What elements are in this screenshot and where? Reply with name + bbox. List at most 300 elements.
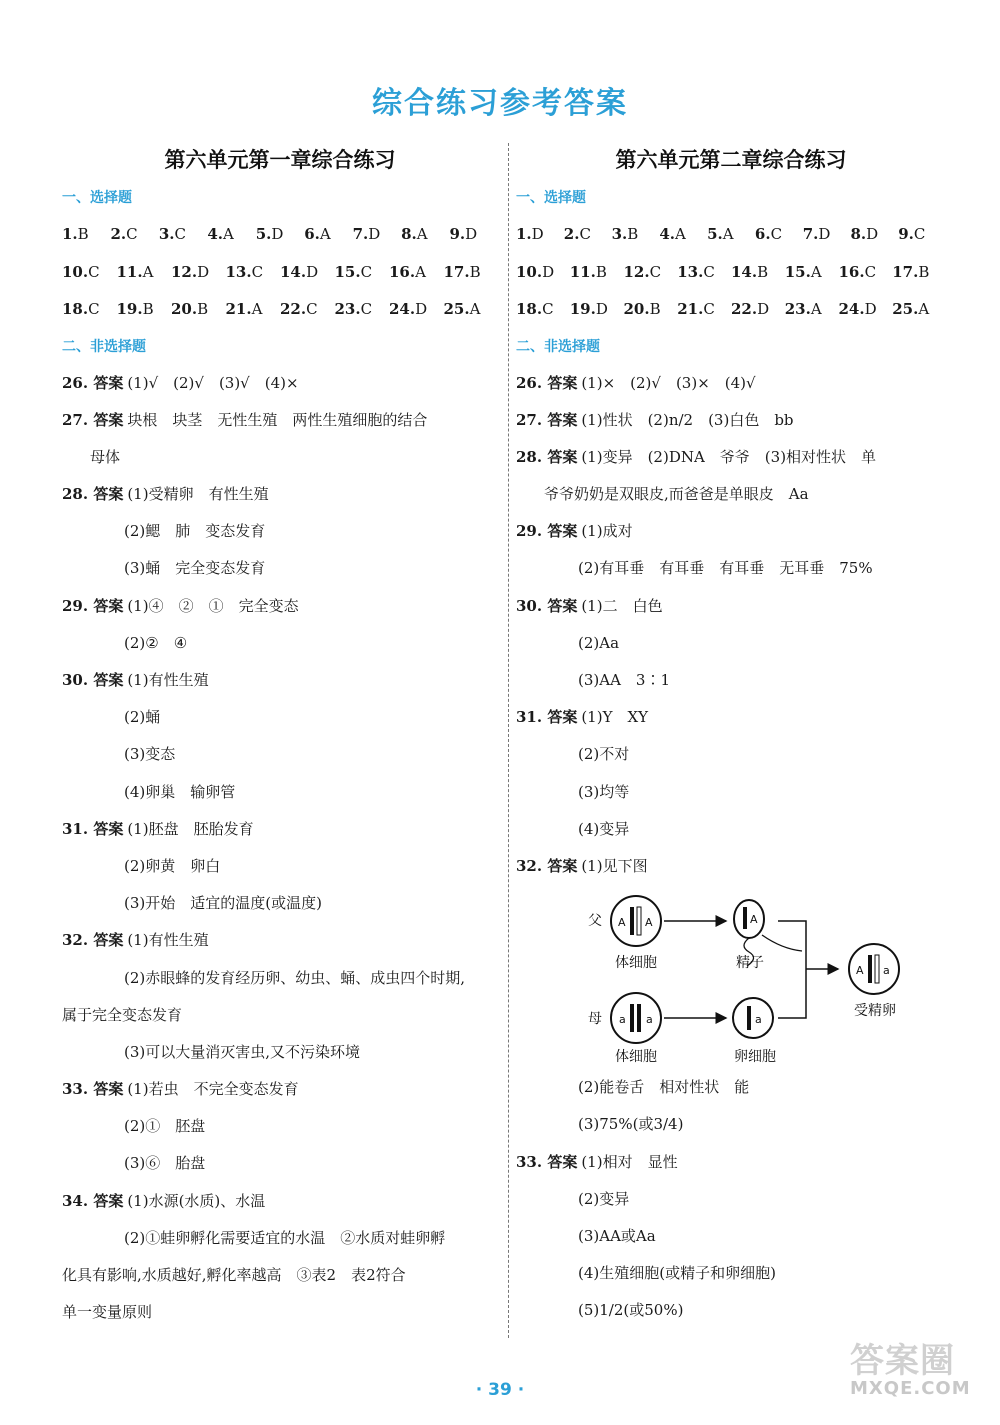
mc-question-number: 4. bbox=[207, 225, 223, 243]
answer-line bbox=[516, 1144, 946, 1181]
left-section-title: 第六单元第一章综合练习 bbox=[164, 148, 396, 172]
answer-text: 爷爷奶奶是双眼皮,而爸爸是单眼皮 Aa bbox=[544, 485, 809, 504]
father-label: 父 bbox=[588, 913, 602, 930]
mc-answer bbox=[707, 216, 755, 254]
mc-answer bbox=[335, 254, 390, 292]
mc-answer bbox=[570, 254, 624, 292]
left-mc-answers bbox=[62, 216, 498, 329]
answer-text: (5)1/2(或50%) bbox=[578, 1301, 684, 1320]
mc-answer bbox=[389, 254, 444, 292]
mc-question-number: 14. bbox=[731, 262, 758, 281]
answer-text: (3)75%(或3/4) bbox=[578, 1115, 684, 1134]
page-title: 综合练习参考答案 bbox=[372, 86, 628, 121]
answer-subline bbox=[62, 1145, 498, 1182]
mc-answer bbox=[612, 216, 660, 254]
father-body-cell bbox=[611, 896, 661, 946]
answer-text: (1)二 白色 bbox=[581, 596, 663, 615]
mc-question-number: 16. bbox=[389, 262, 416, 281]
answer-subline bbox=[62, 439, 498, 476]
mc-question-number: 8. bbox=[401, 225, 417, 243]
mc-answer-letter: B bbox=[77, 225, 89, 243]
mc-question-number: 22. bbox=[280, 300, 307, 318]
mc-question-number: 18. bbox=[62, 300, 89, 318]
answer-subline bbox=[62, 1034, 498, 1071]
mc-question-number: 14. bbox=[280, 262, 307, 281]
right-mc-heading: 一、选择题 bbox=[516, 190, 586, 206]
mc-answer bbox=[785, 254, 839, 292]
answer-line bbox=[62, 588, 498, 625]
answer-text: (2)有耳垂 有耳垂 有耳垂 无耳垂 75% bbox=[578, 559, 873, 578]
mc-answer bbox=[280, 254, 335, 292]
answer-subline bbox=[516, 774, 946, 811]
mc-question-number: 17. bbox=[892, 262, 919, 281]
mc-answer-letter: D bbox=[531, 225, 544, 243]
mc-answer-letter: D bbox=[368, 225, 381, 243]
answer-text: (4)生殖细胞(或精子和卵细胞) bbox=[578, 1264, 776, 1283]
answer-text: (4)卵巢 输卵管 bbox=[124, 782, 236, 801]
mc-question-number: 1. bbox=[516, 225, 532, 243]
mc-answer-letter: B bbox=[649, 300, 661, 318]
mc-answer-letter: C bbox=[174, 225, 187, 243]
mc-answer bbox=[389, 291, 444, 329]
mc-answer bbox=[171, 291, 226, 329]
answer-text: (4)变异 bbox=[578, 819, 630, 838]
mother-body-cell bbox=[611, 993, 661, 1043]
sperm-label: 精子 bbox=[736, 955, 764, 972]
mc-answer-letter: A bbox=[319, 225, 331, 243]
mc-answer bbox=[803, 216, 851, 254]
watermark-url: MXQE.COM bbox=[850, 1378, 971, 1399]
watermark-text: 答案圈 bbox=[850, 1341, 955, 1381]
gene-label: a bbox=[619, 1013, 626, 1027]
mother-label: 母 bbox=[588, 1011, 602, 1028]
mc-answer-letter: B bbox=[918, 262, 930, 281]
mc-question-number: 25. bbox=[443, 300, 470, 318]
answer-text: (2)能卷舌 相对性状 能 bbox=[578, 1078, 750, 1097]
joining-line bbox=[778, 921, 806, 1018]
question-label: 26. 答案 bbox=[62, 373, 124, 392]
gene-label: a bbox=[755, 1013, 762, 1027]
mc-question-number: 23. bbox=[334, 300, 361, 318]
answer-text: (2)变异 bbox=[578, 1189, 630, 1208]
mc-answer-letter: D bbox=[306, 262, 319, 281]
mc-answer-letter: D bbox=[465, 225, 478, 243]
mc-answer-letter: D bbox=[542, 262, 555, 281]
answer-text: (2)鳃 肺 变态发育 bbox=[124, 522, 266, 541]
mc-row bbox=[62, 291, 498, 329]
mc-answer-letter: C bbox=[88, 300, 100, 318]
mc-answer bbox=[624, 291, 678, 329]
answer-subline bbox=[516, 1255, 946, 1292]
mc-question-number: 21. bbox=[225, 300, 252, 318]
right-mc-answers bbox=[516, 216, 946, 329]
answer-text: (3)蛹 完全变态发育 bbox=[124, 559, 266, 578]
answer-line bbox=[516, 513, 946, 550]
mc-answer bbox=[892, 291, 946, 329]
gene-label: a bbox=[883, 964, 890, 978]
page-number: · 39 · bbox=[475, 1380, 525, 1400]
mc-question-number: 8. bbox=[850, 225, 867, 243]
mc-answer-letter: C bbox=[542, 300, 554, 318]
answer-subline bbox=[516, 1106, 946, 1143]
answer-text: (1)胚盘 胚胎发育 bbox=[127, 819, 254, 838]
question-label: 32. 答案 bbox=[62, 931, 124, 950]
question-label: 31. 答案 bbox=[62, 819, 124, 838]
mc-question-number: 2. bbox=[110, 225, 127, 243]
mc-question-number: 2. bbox=[563, 225, 580, 243]
mc-answer-letter: A bbox=[918, 300, 930, 318]
mc-answer bbox=[117, 254, 172, 292]
mc-question-number: 15. bbox=[784, 262, 811, 281]
question-label: 26. 答案 bbox=[516, 373, 578, 392]
fertilization-diagram bbox=[516, 885, 946, 1069]
question-label: 29. 答案 bbox=[516, 522, 578, 541]
answer-line bbox=[62, 476, 498, 513]
answer-line bbox=[62, 811, 498, 848]
answer-line bbox=[62, 662, 498, 699]
mc-answer-letter: C bbox=[703, 300, 715, 318]
mc-question-number: 19. bbox=[116, 300, 143, 318]
answer-text: (3)均等 bbox=[578, 782, 630, 801]
mc-answer bbox=[450, 216, 498, 254]
question-label: 30. 答案 bbox=[516, 596, 578, 615]
right-section-title: 第六单元第二章综合练习 bbox=[615, 148, 847, 172]
answer-text: (2)Aa bbox=[578, 633, 620, 652]
mc-answer bbox=[659, 216, 707, 254]
answer-subline bbox=[62, 736, 498, 773]
mc-answer-letter: C bbox=[88, 262, 100, 281]
mc-answer bbox=[677, 291, 731, 329]
mc-answer-letter: A bbox=[416, 225, 428, 243]
mc-question-number: 3. bbox=[158, 225, 175, 243]
mc-row bbox=[62, 254, 498, 292]
gene-label: A bbox=[856, 964, 864, 978]
mc-answer-letter: C bbox=[703, 262, 715, 281]
mc-question-number: 4. bbox=[659, 225, 676, 243]
answer-subline bbox=[62, 625, 498, 662]
mc-answer-letter: D bbox=[271, 225, 284, 243]
mc-answer bbox=[564, 216, 612, 254]
mc-answer-letter: C bbox=[360, 300, 373, 318]
mc-answer bbox=[785, 291, 839, 329]
mc-answer-letter: C bbox=[649, 262, 662, 281]
answer-text: (3)⑥ 胎盘 bbox=[124, 1154, 206, 1173]
answer-subline bbox=[62, 1257, 498, 1294]
left-answer-lines bbox=[62, 365, 498, 1332]
mc-question-number: 25. bbox=[892, 300, 919, 318]
mc-answer-letter: B bbox=[757, 262, 769, 281]
mc-question-number: 1. bbox=[62, 225, 78, 243]
mc-answer-letter: C bbox=[579, 225, 591, 243]
mc-answer-letter: C bbox=[126, 225, 138, 243]
mc-question-number: 3. bbox=[611, 225, 628, 243]
answer-subline bbox=[516, 1069, 946, 1106]
mc-question-number: 18. bbox=[516, 300, 543, 318]
mc-question-number: 7. bbox=[802, 225, 819, 243]
answer-line bbox=[516, 588, 946, 625]
mc-answer-letter: D bbox=[415, 300, 428, 318]
answer-subline bbox=[516, 625, 946, 662]
answer-text: (3)AA或Aa bbox=[578, 1226, 656, 1245]
answer-line bbox=[62, 402, 498, 439]
answer-line bbox=[62, 922, 498, 959]
question-label: 31. 答案 bbox=[516, 708, 578, 727]
answer-text: (1)受精卵 有性生殖 bbox=[127, 485, 269, 504]
mc-answer bbox=[353, 216, 401, 254]
answer-subline bbox=[62, 1294, 498, 1331]
mc-question-number: 17. bbox=[443, 262, 470, 281]
answer-text: (1)成对 bbox=[581, 522, 633, 541]
question-label: 33. 答案 bbox=[516, 1152, 578, 1171]
answer-text: (2)① 胚盘 bbox=[124, 1117, 206, 1136]
question-label: 29. 答案 bbox=[62, 596, 124, 615]
left-mc-heading: 一、选择题 bbox=[62, 190, 132, 206]
mc-question-number: 20. bbox=[171, 300, 198, 318]
answer-subline bbox=[62, 550, 498, 587]
mc-answer bbox=[570, 291, 624, 329]
answer-line bbox=[516, 439, 946, 476]
mc-question-number: 7. bbox=[352, 225, 369, 243]
mc-answer bbox=[304, 216, 352, 254]
mc-answer-letter: A bbox=[810, 262, 822, 281]
mc-row bbox=[516, 254, 946, 292]
mc-question-number: 6. bbox=[754, 225, 771, 243]
mc-answer-letter: D bbox=[197, 262, 210, 281]
mc-answer-letter: A bbox=[722, 225, 734, 243]
mc-question-number: 22. bbox=[731, 300, 758, 318]
answer-subline bbox=[516, 662, 946, 699]
answer-text: (1)× (2)√ (3)× (4)√ bbox=[581, 373, 756, 392]
answer-text: (3)开始 适宜的温度(或温度) bbox=[124, 894, 322, 913]
question-label: 30. 答案 bbox=[62, 671, 124, 689]
right-answer-lines bbox=[516, 365, 946, 886]
mc-answer-letter: A bbox=[675, 225, 686, 243]
mc-answer-letter: B bbox=[627, 225, 639, 243]
answer-text: (1)有性生殖 bbox=[127, 671, 209, 689]
answer-text: (1)水源(水质)、水温 bbox=[127, 1191, 266, 1210]
egg-label: 卵细胞 bbox=[734, 1049, 776, 1066]
answer-subline bbox=[516, 550, 946, 587]
answer-subline bbox=[516, 476, 946, 513]
gene-label: a bbox=[646, 1013, 653, 1027]
mc-answer bbox=[62, 254, 117, 292]
mc-question-number: 12. bbox=[623, 262, 650, 281]
question-label: 27. 答案 bbox=[62, 410, 124, 429]
mc-answer-letter: A bbox=[810, 300, 822, 318]
mc-row bbox=[516, 291, 946, 329]
mc-answer-letter: A bbox=[222, 225, 234, 243]
mc-answer bbox=[624, 254, 678, 292]
mc-answer bbox=[516, 216, 564, 254]
answer-subline bbox=[62, 885, 498, 922]
answer-subline bbox=[516, 1218, 946, 1255]
question-label: 33. 答案 bbox=[62, 1080, 124, 1099]
mc-answer-letter: D bbox=[818, 225, 831, 243]
mc-answer bbox=[516, 254, 570, 292]
mc-answer bbox=[898, 216, 946, 254]
mc-question-number: 20. bbox=[623, 300, 650, 318]
answer-subline bbox=[516, 1181, 946, 1218]
mc-question-number: 6. bbox=[304, 225, 320, 243]
mc-answer-letter: B bbox=[469, 262, 481, 281]
mc-answer bbox=[731, 254, 785, 292]
answer-text: (2)② ④ bbox=[124, 633, 188, 652]
zygote-label: 受精卵 bbox=[854, 1003, 896, 1020]
mc-answer-letter: B bbox=[197, 300, 209, 318]
mc-answer bbox=[159, 216, 207, 254]
answer-text: (1)√ (2)√ (3)√ (4)× bbox=[127, 373, 299, 392]
answer-text: (1)若虫 不完全变态发育 bbox=[127, 1080, 299, 1099]
answer-line bbox=[516, 402, 946, 439]
answer-text: 块根 块茎 无性生殖 两性生殖细胞的结合 bbox=[127, 410, 428, 429]
answer-subline bbox=[516, 1292, 946, 1329]
egg-cell bbox=[733, 998, 773, 1038]
answer-text: 化具有影响,水质越好,孵化率越高 ③表2 表2符合 bbox=[62, 1266, 406, 1284]
gene-label: A bbox=[618, 916, 626, 930]
question-label: 32. 答案 bbox=[516, 856, 578, 875]
mc-question-number: 15. bbox=[334, 262, 361, 281]
mc-question-number: 13. bbox=[677, 262, 704, 281]
answer-subline bbox=[62, 699, 498, 736]
answer-text: (3)AA 3∶1 bbox=[578, 671, 670, 689]
answer-text: (1)变异 (2)DNA 爷爷 (3)相对性状 单 bbox=[581, 447, 877, 466]
answer-text: (1)Y XY bbox=[581, 708, 649, 727]
answer-line bbox=[62, 365, 498, 402]
mc-question-number: 21. bbox=[677, 300, 704, 318]
mc-answer-letter: A bbox=[415, 262, 426, 281]
mc-question-number: 23. bbox=[784, 300, 811, 318]
answer-subline bbox=[62, 1108, 498, 1145]
mc-answer bbox=[401, 216, 449, 254]
left-nonmc-heading: 二、非选择题 bbox=[62, 338, 146, 355]
answer-text: (1)有性生殖 bbox=[127, 931, 209, 950]
answer-text: (1)相对 显性 bbox=[581, 1152, 678, 1171]
mc-answer-letter: D bbox=[864, 300, 877, 318]
answer-text: (2)赤眼蜂的发育经历卵、幼虫、蛹、成虫四个时期, bbox=[124, 968, 466, 987]
mc-answer-letter: C bbox=[360, 262, 373, 281]
mc-answer-letter: B bbox=[142, 300, 154, 318]
answer-text: (1)性状 (2)n/2 (3)白色 bb bbox=[581, 410, 794, 429]
mc-answer bbox=[444, 254, 499, 292]
mc-answer bbox=[207, 216, 255, 254]
answer-subline bbox=[516, 811, 946, 848]
answer-subline bbox=[516, 736, 946, 773]
mc-answer-letter: C bbox=[306, 300, 318, 318]
mc-question-number: 9. bbox=[898, 225, 914, 243]
mc-answer bbox=[110, 216, 158, 254]
answer-line bbox=[62, 1183, 498, 1220]
right-answer-lines-after bbox=[516, 1069, 946, 1329]
answer-text: (3)变态 bbox=[124, 745, 176, 764]
mc-answer-letter: B bbox=[595, 262, 607, 281]
mc-answer bbox=[117, 291, 172, 329]
mc-row bbox=[62, 216, 498, 254]
mc-answer bbox=[755, 216, 803, 254]
mc-answer-letter: C bbox=[770, 225, 783, 243]
mc-answer bbox=[516, 291, 570, 329]
column-divider bbox=[508, 143, 509, 1338]
mc-answer bbox=[256, 216, 304, 254]
answer-text: (2)不对 bbox=[578, 745, 630, 764]
right-nonmc-heading: 二、非选择题 bbox=[516, 338, 600, 355]
answer-subline bbox=[62, 960, 498, 997]
mc-answer bbox=[839, 254, 893, 292]
mc-answer bbox=[444, 291, 499, 329]
mc-question-number: 10. bbox=[516, 262, 543, 281]
answer-text: (2)卵黄 卵白 bbox=[124, 856, 221, 875]
mc-answer bbox=[226, 291, 281, 329]
answer-text: 属于完全变态发育 bbox=[62, 1005, 183, 1024]
answer-text: 单一变量原则 bbox=[62, 1303, 153, 1322]
question-label: 27. 答案 bbox=[516, 410, 578, 429]
answer-text: (1)④ ② ① 完全变态 bbox=[127, 596, 299, 615]
answer-subline bbox=[62, 1220, 498, 1257]
question-label: 34. 答案 bbox=[62, 1191, 124, 1210]
mc-answer bbox=[171, 254, 226, 292]
gene-label: A bbox=[750, 913, 758, 927]
mc-answer bbox=[62, 216, 110, 254]
answer-text: (1)见下图 bbox=[581, 856, 648, 875]
mc-answer bbox=[850, 216, 898, 254]
mc-question-number: 11. bbox=[116, 262, 143, 281]
mc-answer bbox=[226, 254, 281, 292]
answer-text: (3)可以大量消灭害虫,又不污染环境 bbox=[124, 1042, 361, 1061]
mc-answer-letter: C bbox=[864, 262, 877, 281]
mc-question-number: 13. bbox=[225, 262, 252, 281]
answer-text: 母体 bbox=[90, 447, 121, 466]
answer-subline bbox=[62, 997, 498, 1034]
mc-answer-letter: A bbox=[142, 262, 154, 281]
mc-question-number: 12. bbox=[171, 262, 198, 281]
answer-line bbox=[62, 1071, 498, 1108]
answer-line bbox=[516, 365, 946, 402]
gene-label: A bbox=[645, 916, 653, 930]
mc-answer-letter: D bbox=[595, 300, 608, 318]
answer-subline bbox=[62, 513, 498, 550]
father-body-cell-label: 体细胞 bbox=[615, 955, 657, 972]
mc-question-number: 9. bbox=[449, 225, 466, 243]
mc-question-number: 11. bbox=[569, 262, 596, 281]
mc-question-number: 5. bbox=[707, 225, 723, 243]
answer-line bbox=[516, 848, 946, 885]
mc-answer bbox=[892, 254, 946, 292]
question-label: 28. 答案 bbox=[516, 447, 578, 466]
mc-answer bbox=[731, 291, 785, 329]
mc-question-number: 24. bbox=[389, 300, 416, 318]
mc-answer-letter: A bbox=[469, 300, 481, 318]
answer-text: (2)蛹 bbox=[124, 708, 161, 727]
mc-answer-letter: D bbox=[757, 300, 770, 318]
mc-answer bbox=[677, 254, 731, 292]
mother-body-cell-label: 体细胞 bbox=[615, 1049, 657, 1066]
answer-text: (2)①蛙卵孵化需要适宜的水温 ②水质对蛙卵孵 bbox=[124, 1228, 446, 1247]
mc-question-number: 5. bbox=[255, 225, 272, 243]
right-column bbox=[516, 140, 946, 1329]
zygote-cell bbox=[849, 944, 899, 994]
answer-subline bbox=[62, 848, 498, 885]
mc-answer-letter: D bbox=[866, 225, 879, 243]
mc-question-number: 19. bbox=[569, 300, 596, 318]
answer-line bbox=[516, 699, 946, 736]
watermark-logo bbox=[850, 1343, 970, 1403]
answer-subline bbox=[62, 774, 498, 811]
left-column bbox=[62, 140, 498, 1331]
mc-answer bbox=[280, 291, 335, 329]
mc-answer-letter: C bbox=[913, 225, 926, 243]
question-label: 28. 答案 bbox=[62, 485, 124, 504]
mc-answer bbox=[62, 291, 117, 329]
mc-question-number: 10. bbox=[62, 262, 89, 281]
